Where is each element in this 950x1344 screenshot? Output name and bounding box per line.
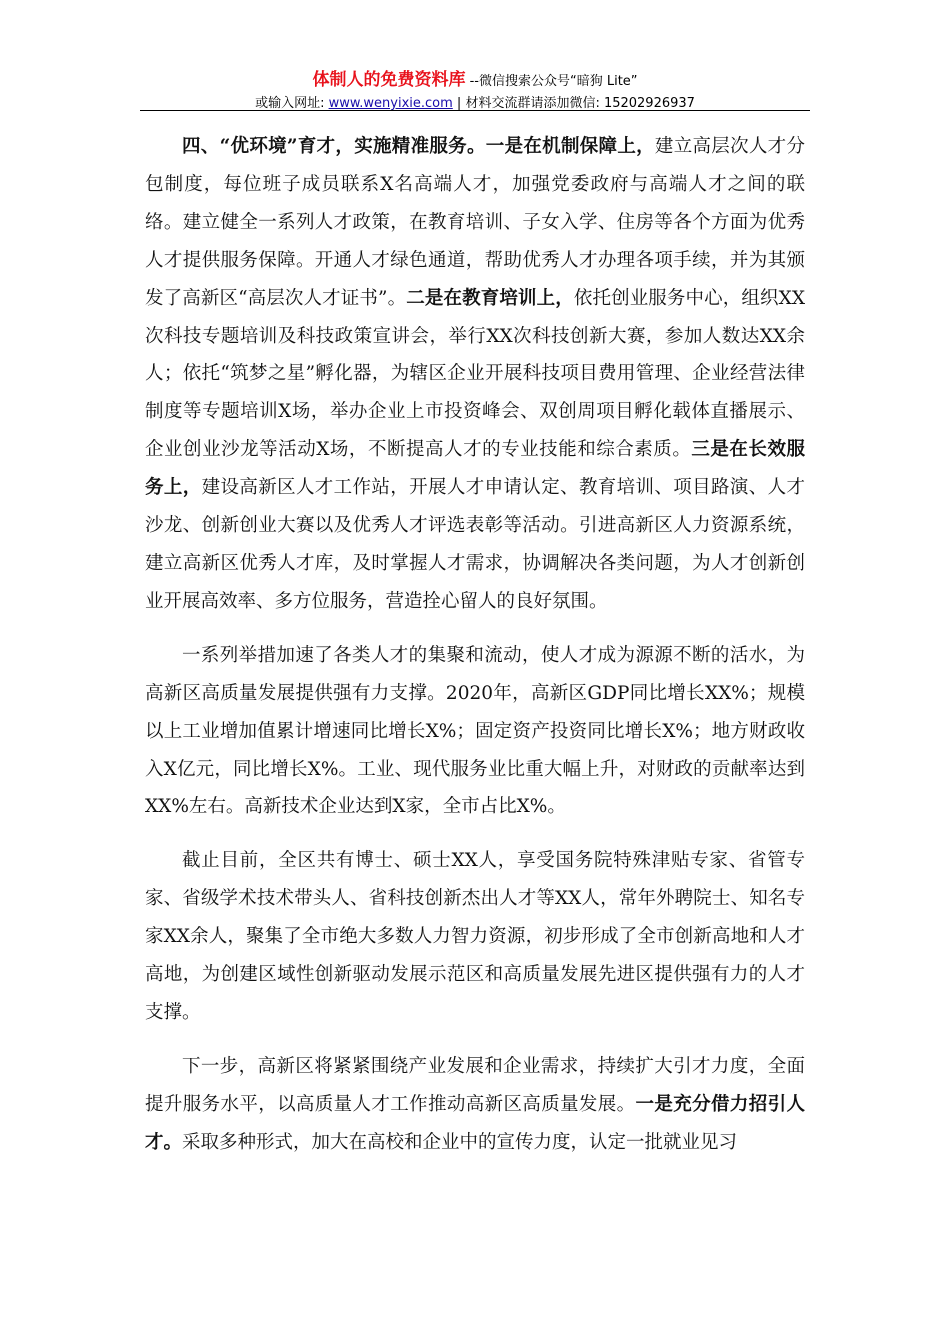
paragraph-1-point-2: 二是在教育培训上， [406, 287, 574, 309]
page-header [140, 68, 810, 113]
paragraph-4-text-b: 采取多种形式，加大在高校和企业中的宣传力度，认定一批就业见习 [182, 1131, 738, 1153]
paragraph-1 [145, 128, 805, 621]
document-body [145, 128, 805, 1178]
header-brand: 体制人的免费资料库 [312, 70, 466, 90]
header-url-link[interactable]: www.wenyixie.com [328, 96, 453, 111]
paragraph-1-point-3: 三是在长效服务上， [145, 439, 805, 499]
paragraph-2: 一系列举措加速了各类人才的集聚和流动，使人才成为源源不断的活水，为高新区高质量发展提供强有力支撑。2020年，高新区GDP同比增长XX%；规模以上工业增加值累计增速同比增长X%；固定资产投资同比增长X%；地方财政收入X亿元，同比增长X%。工业、现代服务业比重大幅上升，对财政的贡献率达到XX%左右。高新技术企业达到X家，全市占比X%。 [145, 644, 805, 818]
header-url-prefix: 或输入网址: [255, 96, 329, 111]
paragraph-1-heading: 四、“优环境”育才，实施精准服务。一是在机制保障上， [182, 136, 655, 157]
header-divider [140, 110, 810, 111]
header-line-1 [140, 68, 810, 94]
paragraph-4 [145, 1048, 805, 1162]
paragraph-1-text-c: 建设高新区人才工作站，开展人才申请认定、教育培训、项目路演、人才沙龙、创新创业大赛以及优秀人才评选表彰等活动。引进高新区人力资源系统，建立高新区优秀人才库，及时掌握人才需求，协调解决各类问题，为人才创新创业开展高效率、多方位服务，营造拴心留人的良好氛围。 [145, 477, 805, 612]
paragraph-4-text-a: 下一步，高新区将紧紧围绕产业发展和企业需求，持续扩大引才力度，全面提升服务水平，以高质量人才工作推动高新区高质量发展。 [145, 1055, 805, 1115]
header-contact: | 材料交流群请添加微信: 15202926937 [452, 96, 695, 111]
paragraph-1-text-b: 依托创业服务中心，组织XX次科技专题培训及科技政策宣讲会，举行XX次科技创新大赛，参加人数达XX余人；依托“筑梦之星”孵化器，为辖区企业开展科技项目费用管理、企业经营法律制度等专题培训X场，举办企业上市投资峰会、双创周项目孵化载体直播展示、企业创业沙龙等活动X场，不断提高人才的专业技能和综合素质。 [145, 287, 805, 461]
paragraph-1-text-a: 建立高层次人才分包制度，每位班子成员联系X名高端人才，加强党委政府与高端人才之间的联络。建立健全一系列人才政策，在教育培训、子女入学、住房等各个方面为优秀人才提供服务保障。开通人才绿色通道，帮助优秀人才办理各项手续，并为其颁发了高新区“高层次人才证书”。 [145, 136, 805, 309]
paragraph-3: 截止目前，全区共有博士、硕士XX人，享受国务院特殊津贴专家、省管专家、省级学术技术带头人、省科技创新杰出人才等XX人，常年外聘院士、知名专家XX余人，聚集了全市绝大多数人力智力资源，初步形成了全市创新高地和人才高地，为创建区域性创新驱动发展示范区和高质量发展先进区提供强有力的人才支撑。 [145, 850, 805, 1023]
header-brand-suffix: --微信搜索公众号“暗狗 Lite” [465, 74, 638, 89]
paragraph-4-point-1: 一是充分借力招引人才。 [145, 1093, 805, 1153]
